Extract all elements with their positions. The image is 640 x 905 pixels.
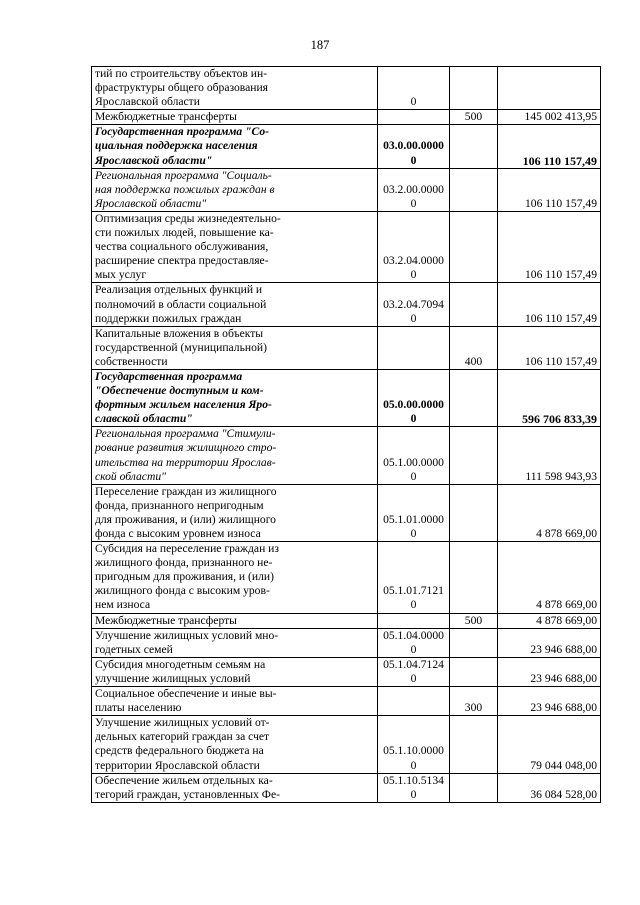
row-expense-type-cell [450, 484, 498, 541]
row-name-cell: Реализация отдельных функций и полномочий в области социальной поддержки пожилых граждан [92, 283, 378, 326]
row-code-cell [378, 110, 450, 125]
row-expense-type-cell [450, 211, 498, 282]
page-number: 187 [310, 38, 330, 52]
row-name-cell: Социальное обеспечение и иные вы- платы населению [92, 687, 378, 716]
table-row [92, 687, 601, 716]
row-sum-cell: 23 946 688,00 [498, 687, 601, 716]
row-expense-type-cell [450, 125, 498, 168]
budget-table-body [92, 67, 601, 803]
table-row [92, 427, 601, 484]
row-sum-cell: 79 044 048,00 [498, 716, 601, 773]
row-expense-type-cell [450, 773, 498, 802]
row-name-cell: Субсидия на переселение граждан из жилищного фонда, признанного не- пригодным для проживания, и (или) жилищного фонда с высоким уров- нем износа [92, 542, 378, 613]
table-row [92, 657, 601, 686]
row-code-cell: 03.2.04.0000 0 [378, 211, 450, 282]
row-sum-cell: 4 878 669,00 [498, 542, 601, 613]
row-expense-type-cell [450, 716, 498, 773]
table-row [92, 773, 601, 802]
table-row [92, 542, 601, 613]
row-name-cell: Обеспечение жильем отдельных ка- тегорий граждан, установленных Фе- [92, 773, 378, 802]
budget-table [91, 66, 601, 803]
row-expense-type-cell [450, 283, 498, 326]
row-name-cell: Межбюджетные трансферты [92, 613, 378, 628]
row-code-cell: 05.1.10.0000 0 [378, 716, 450, 773]
row-name-cell: Региональная программа "Социаль- ная поддержка пожилых граждан в Ярославской области" [92, 168, 378, 211]
row-code-cell [378, 326, 450, 369]
table-row [92, 484, 601, 541]
row-sum-cell: 106 110 157,49 [498, 211, 601, 282]
row-name-cell: Улучшение жилищных условий от- дельных категорий граждан за счет средств федерального бюджета на территории Ярославской области [92, 716, 378, 773]
row-expense-type-cell [450, 628, 498, 657]
row-sum-cell: 596 706 833,39 [498, 369, 601, 426]
row-code-cell: 05.0.00.0000 0 [378, 369, 450, 426]
row-code-cell: 05.1.01.0000 0 [378, 484, 450, 541]
row-expense-type-cell: 300 [450, 687, 498, 716]
table-row [92, 628, 601, 657]
table-row [92, 110, 601, 125]
row-code-cell: 05.1.10.5134 0 [378, 773, 450, 802]
row-sum-cell: 111 598 943,93 [498, 427, 601, 484]
row-expense-type-cell: 500 [450, 613, 498, 628]
row-sum-cell: 36 084 528,00 [498, 773, 601, 802]
table-row [92, 211, 601, 282]
row-expense-type-cell: 400 [450, 326, 498, 369]
row-name-cell: тий по строительству объектов ин- фраструктуры общего образования Ярославской области [92, 67, 378, 110]
row-expense-type-cell [450, 369, 498, 426]
row-sum-cell: 106 110 157,49 [498, 125, 601, 168]
row-expense-type-cell [450, 168, 498, 211]
row-name-cell: Переселение граждан из жилищного фонда, признанного непригодным для проживания, и (или) жилищного фонда с высоким уровнем износа [92, 484, 378, 541]
row-name-cell: Региональная программа "Стимули- рование развития жилищного стро- ительства на территории Ярослав- ской области" [92, 427, 378, 484]
row-sum-cell: 106 110 157,49 [498, 168, 601, 211]
row-expense-type-cell: 500 [450, 110, 498, 125]
row-name-cell: Улучшение жилищных условий мно- годетных семей [92, 628, 378, 657]
table-row [92, 369, 601, 426]
row-sum-cell: 106 110 157,49 [498, 283, 601, 326]
table-row [92, 168, 601, 211]
table-row [92, 716, 601, 773]
row-code-cell: 03.2.00.0000 0 [378, 168, 450, 211]
row-code-cell: 0 [378, 67, 450, 110]
row-name-cell: Субсидия многодетным семьям на улучшение жилищных условий [92, 657, 378, 686]
row-code-cell [378, 687, 450, 716]
table-row [92, 125, 601, 168]
row-code-cell: 05.1.04.7124 0 [378, 657, 450, 686]
row-sum-cell: 23 946 688,00 [498, 628, 601, 657]
row-name-cell: Государственная программа "Обеспечение доступным и ком- фортным жильем населения Яро- славской области" [92, 369, 378, 426]
table-row [92, 326, 601, 369]
row-expense-type-cell [450, 67, 498, 110]
row-name-cell: Капитальные вложения в объекты государственной (муниципальной) собственности [92, 326, 378, 369]
row-sum-cell [498, 67, 601, 110]
row-code-cell: 05.1.04.0000 0 [378, 628, 450, 657]
row-code-cell: 03.2.04.7094 0 [378, 283, 450, 326]
row-sum-cell: 106 110 157,49 [498, 326, 601, 369]
row-sum-cell: 145 002 413,95 [498, 110, 601, 125]
row-sum-cell: 4 878 669,00 [498, 613, 601, 628]
table-row [92, 613, 601, 628]
row-name-cell: Государственная программа "Со- циальная поддержка населения Ярославской области" [92, 125, 378, 168]
row-expense-type-cell [450, 657, 498, 686]
row-code-cell: 03.0.00.0000 0 [378, 125, 450, 168]
row-sum-cell: 4 878 669,00 [498, 484, 601, 541]
table-row [92, 283, 601, 326]
row-name-cell: Оптимизация среды жизнедеятельно- сти пожилых людей, повышение ка- чества социального обслуживания, расширение спектра предоставляе- мых услуг [92, 211, 378, 282]
row-code-cell [378, 613, 450, 628]
row-expense-type-cell [450, 542, 498, 613]
row-sum-cell: 23 946 688,00 [498, 657, 601, 686]
row-expense-type-cell [450, 427, 498, 484]
table-row [92, 67, 601, 110]
row-code-cell: 05.1.00.0000 0 [378, 427, 450, 484]
row-code-cell: 05.1.01.7121 0 [378, 542, 450, 613]
row-name-cell: Межбюджетные трансферты [92, 110, 378, 125]
